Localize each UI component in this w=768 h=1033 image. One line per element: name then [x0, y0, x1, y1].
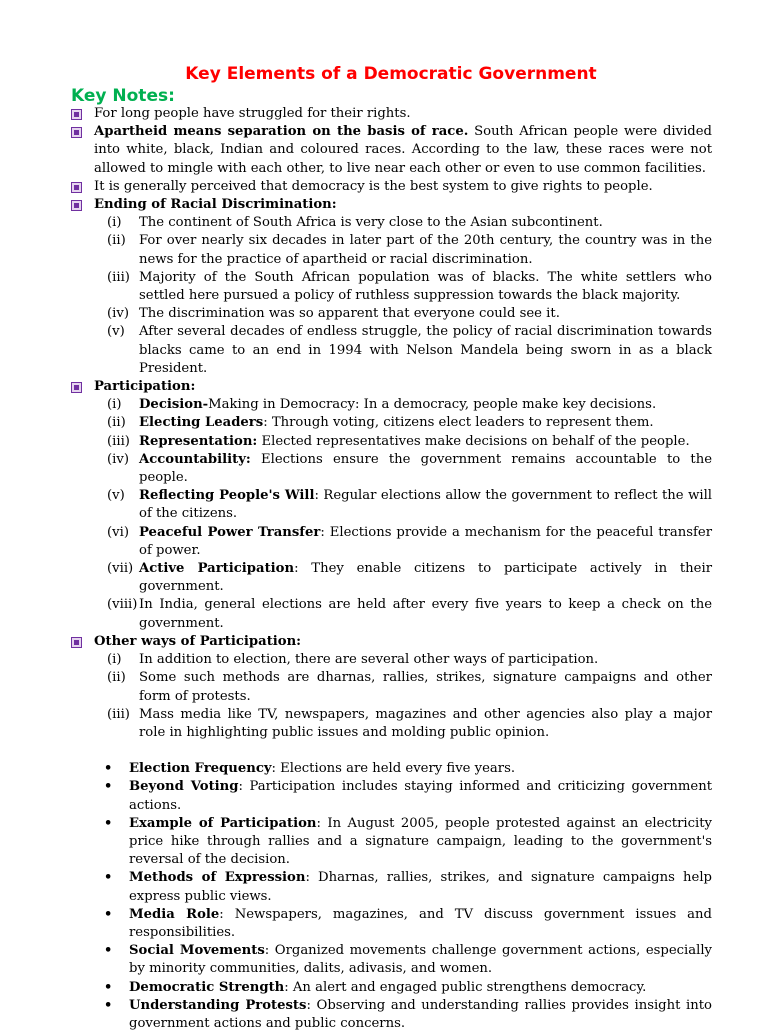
note-item	[0, 178, 768, 196]
bullet-dot-icon: •	[104, 943, 113, 959]
item-number: (iv)	[107, 451, 129, 467]
bold-text: Reflecting People's Will	[139, 488, 315, 504]
note-item	[0, 378, 768, 396]
body-text: : They enable citizens to participate actively in their government.	[139, 561, 712, 595]
body-text: For long people have struggled for their rights.	[94, 106, 411, 121]
numbered-item	[0, 560, 768, 596]
bold-text: Election Frequency	[129, 761, 272, 777]
numbered-item	[0, 596, 768, 632]
numbered-item	[0, 214, 768, 232]
bullet-dot-icon: •	[104, 779, 113, 795]
summary-item	[0, 869, 768, 905]
body-text: : Participation includes staying informed and criticizing government actions.	[129, 779, 712, 813]
bullet-dot-icon: •	[104, 815, 113, 831]
bold-text: Participation:	[94, 379, 196, 395]
note-item	[0, 105, 768, 123]
square-bullet-icon	[71, 182, 82, 193]
bold-text: Media Role	[129, 906, 220, 922]
body-text: After several decades of endless struggle, the policy of racial discrimination towards blacks came to an end in 1994 with Nelson Mandela being sworn in as a black President.	[139, 324, 712, 376]
bold-text: Active Participation	[139, 561, 295, 577]
body-text: : Organized movements challenge government actions, especially by minority communities, dalits, adivasis, and women.	[129, 943, 712, 977]
item-number: (v)	[107, 488, 125, 504]
body-text: Elected representatives make decisions on behalf of the people.	[257, 433, 690, 449]
body-text: : Newspapers, magazines, and TV discuss government issues and responsibilities.	[129, 906, 712, 940]
item-number: (iii)	[107, 433, 130, 449]
body-text: Majority of the South African population was of blacks. The white settlers who settled here pursued a policy of ruthless suppression towards the black majority.	[139, 269, 712, 304]
body-text: : Elections are held every five years.	[271, 761, 516, 777]
numbered-item	[0, 396, 768, 414]
spacer	[0, 742, 768, 760]
body-text: : Through voting, citizens elect leaders to represent them.	[263, 415, 654, 431]
notes-content	[0, 105, 768, 1033]
item-number: (i)	[107, 397, 122, 413]
bold-text: Other ways of Participation:	[94, 633, 302, 649]
numbered-item	[0, 269, 768, 305]
numbered-item	[0, 487, 768, 523]
item-number: (i)	[107, 215, 122, 231]
body-text: Mass media like TV, newspapers, magazines and other agencies also play a major role in highlighting public issues and molding public opinion.	[139, 706, 712, 740]
bold-text: Understanding Protests	[129, 997, 307, 1013]
item-number: (v)	[107, 324, 125, 340]
item-number: (vii)	[107, 561, 134, 577]
summary-item	[0, 979, 768, 997]
numbered-item	[0, 323, 768, 378]
bold-text: Electing Leaders	[139, 415, 264, 431]
bold-text: Ending of Racial Discrimination:	[94, 197, 337, 213]
summary-item	[0, 942, 768, 978]
summary-item	[0, 760, 768, 778]
item-number: (viii)	[107, 597, 138, 613]
body-text: In addition to election, there are several other ways of participation.	[139, 652, 599, 668]
body-text: Elections ensure the government remains accountable to the people.	[139, 451, 712, 486]
key-notes-heading: Key Notes:	[71, 86, 175, 106]
numbered-item	[0, 305, 768, 323]
body-text: It is generally perceived that democracy is the best system to give rights to people.	[94, 178, 653, 194]
numbered-item	[0, 414, 768, 432]
body-text: : Observing and understanding rallies provides insight into government actions and public concerns.	[129, 997, 712, 1031]
bold-text: Peaceful Power Transfer	[139, 524, 321, 540]
numbered-item	[0, 651, 768, 669]
bold-text: Representation:	[139, 433, 258, 449]
square-bullet-icon	[71, 382, 82, 393]
bold-text: Accountability:	[139, 451, 251, 467]
numbered-item	[0, 669, 768, 705]
numbered-item	[0, 451, 768, 487]
summary-item	[0, 906, 768, 942]
item-number: (ii)	[107, 233, 126, 249]
summary-item	[0, 815, 768, 870]
square-bullet-icon	[71, 127, 82, 138]
body-text: : Regular elections allow the government to reflect the will of the citizens.	[139, 488, 713, 522]
item-number: (ii)	[107, 670, 126, 686]
body-text: Some such methods are dharnas, rallies, strikes, signature campaigns and other form of protests.	[139, 670, 712, 704]
page-title: Key Elements of a Democratic Government	[185, 64, 597, 84]
square-bullet-icon	[71, 109, 82, 120]
item-number: (vi)	[107, 524, 129, 540]
numbered-item	[0, 524, 768, 560]
body-text: : Dharnas, rallies, strikes, and signature campaigns help express public views.	[129, 870, 712, 904]
bold-text: Social Movements	[129, 943, 265, 959]
numbered-item	[0, 706, 768, 742]
summary-item	[0, 997, 768, 1033]
bold-text: Democratic Strength	[129, 979, 285, 995]
bold-text: Apartheid means separation on the basis of race.	[94, 124, 469, 140]
note-item	[0, 123, 768, 178]
summary-item	[0, 778, 768, 814]
item-number: (iii)	[107, 269, 130, 285]
bold-text: Beyond Voting	[129, 779, 239, 795]
body-text: For over nearly six decades in later part of the 20th century, the country was in the news for the practice of apartheid or racial discrimination.	[139, 233, 712, 267]
body-text: The discrimination was so apparent that everyone could see it.	[139, 306, 560, 322]
numbered-item	[0, 232, 768, 268]
body-text: : In August 2005, people protested against an electricity price hike through rallies and a signature campaign, leading to the government's reversal of the decision.	[129, 815, 712, 868]
item-number: (i)	[107, 652, 122, 668]
bullet-dot-icon: •	[104, 997, 113, 1013]
square-bullet-icon	[71, 200, 82, 211]
item-number: (iv)	[107, 306, 129, 322]
note-item	[0, 633, 768, 651]
item-number: (ii)	[107, 415, 126, 431]
bullet-dot-icon: •	[104, 906, 113, 922]
bullet-dot-icon: •	[104, 870, 113, 886]
square-bullet-icon	[71, 637, 82, 648]
item-number: (iii)	[107, 706, 130, 722]
bold-text: Methods of Expression	[129, 870, 306, 886]
bullet-dot-icon: •	[104, 979, 113, 995]
body-text: The continent of South Africa is very close to the Asian subcontinent.	[139, 215, 603, 231]
bullet-dot-icon: •	[104, 761, 113, 777]
note-item	[0, 196, 768, 214]
body-text: In India, general elections are held after every five years to keep a check on the government.	[139, 597, 712, 631]
body-text: Making in Democracy: In a democracy, people make key decisions.	[208, 397, 657, 413]
body-text: : An alert and engaged public strengthens democracy.	[284, 979, 647, 995]
bold-text: Example of Participation	[129, 815, 317, 831]
body-text: : Elections provide a mechanism for the peaceful transfer of power.	[139, 524, 712, 558]
bold-text: Decision-	[139, 397, 209, 413]
body-text: South African people were divided into white, black, Indian and coloured races. According to the law, these races were not allowed to mingle with each other, to live near each other or even to use common facilities.	[94, 124, 712, 176]
numbered-item	[0, 433, 768, 451]
